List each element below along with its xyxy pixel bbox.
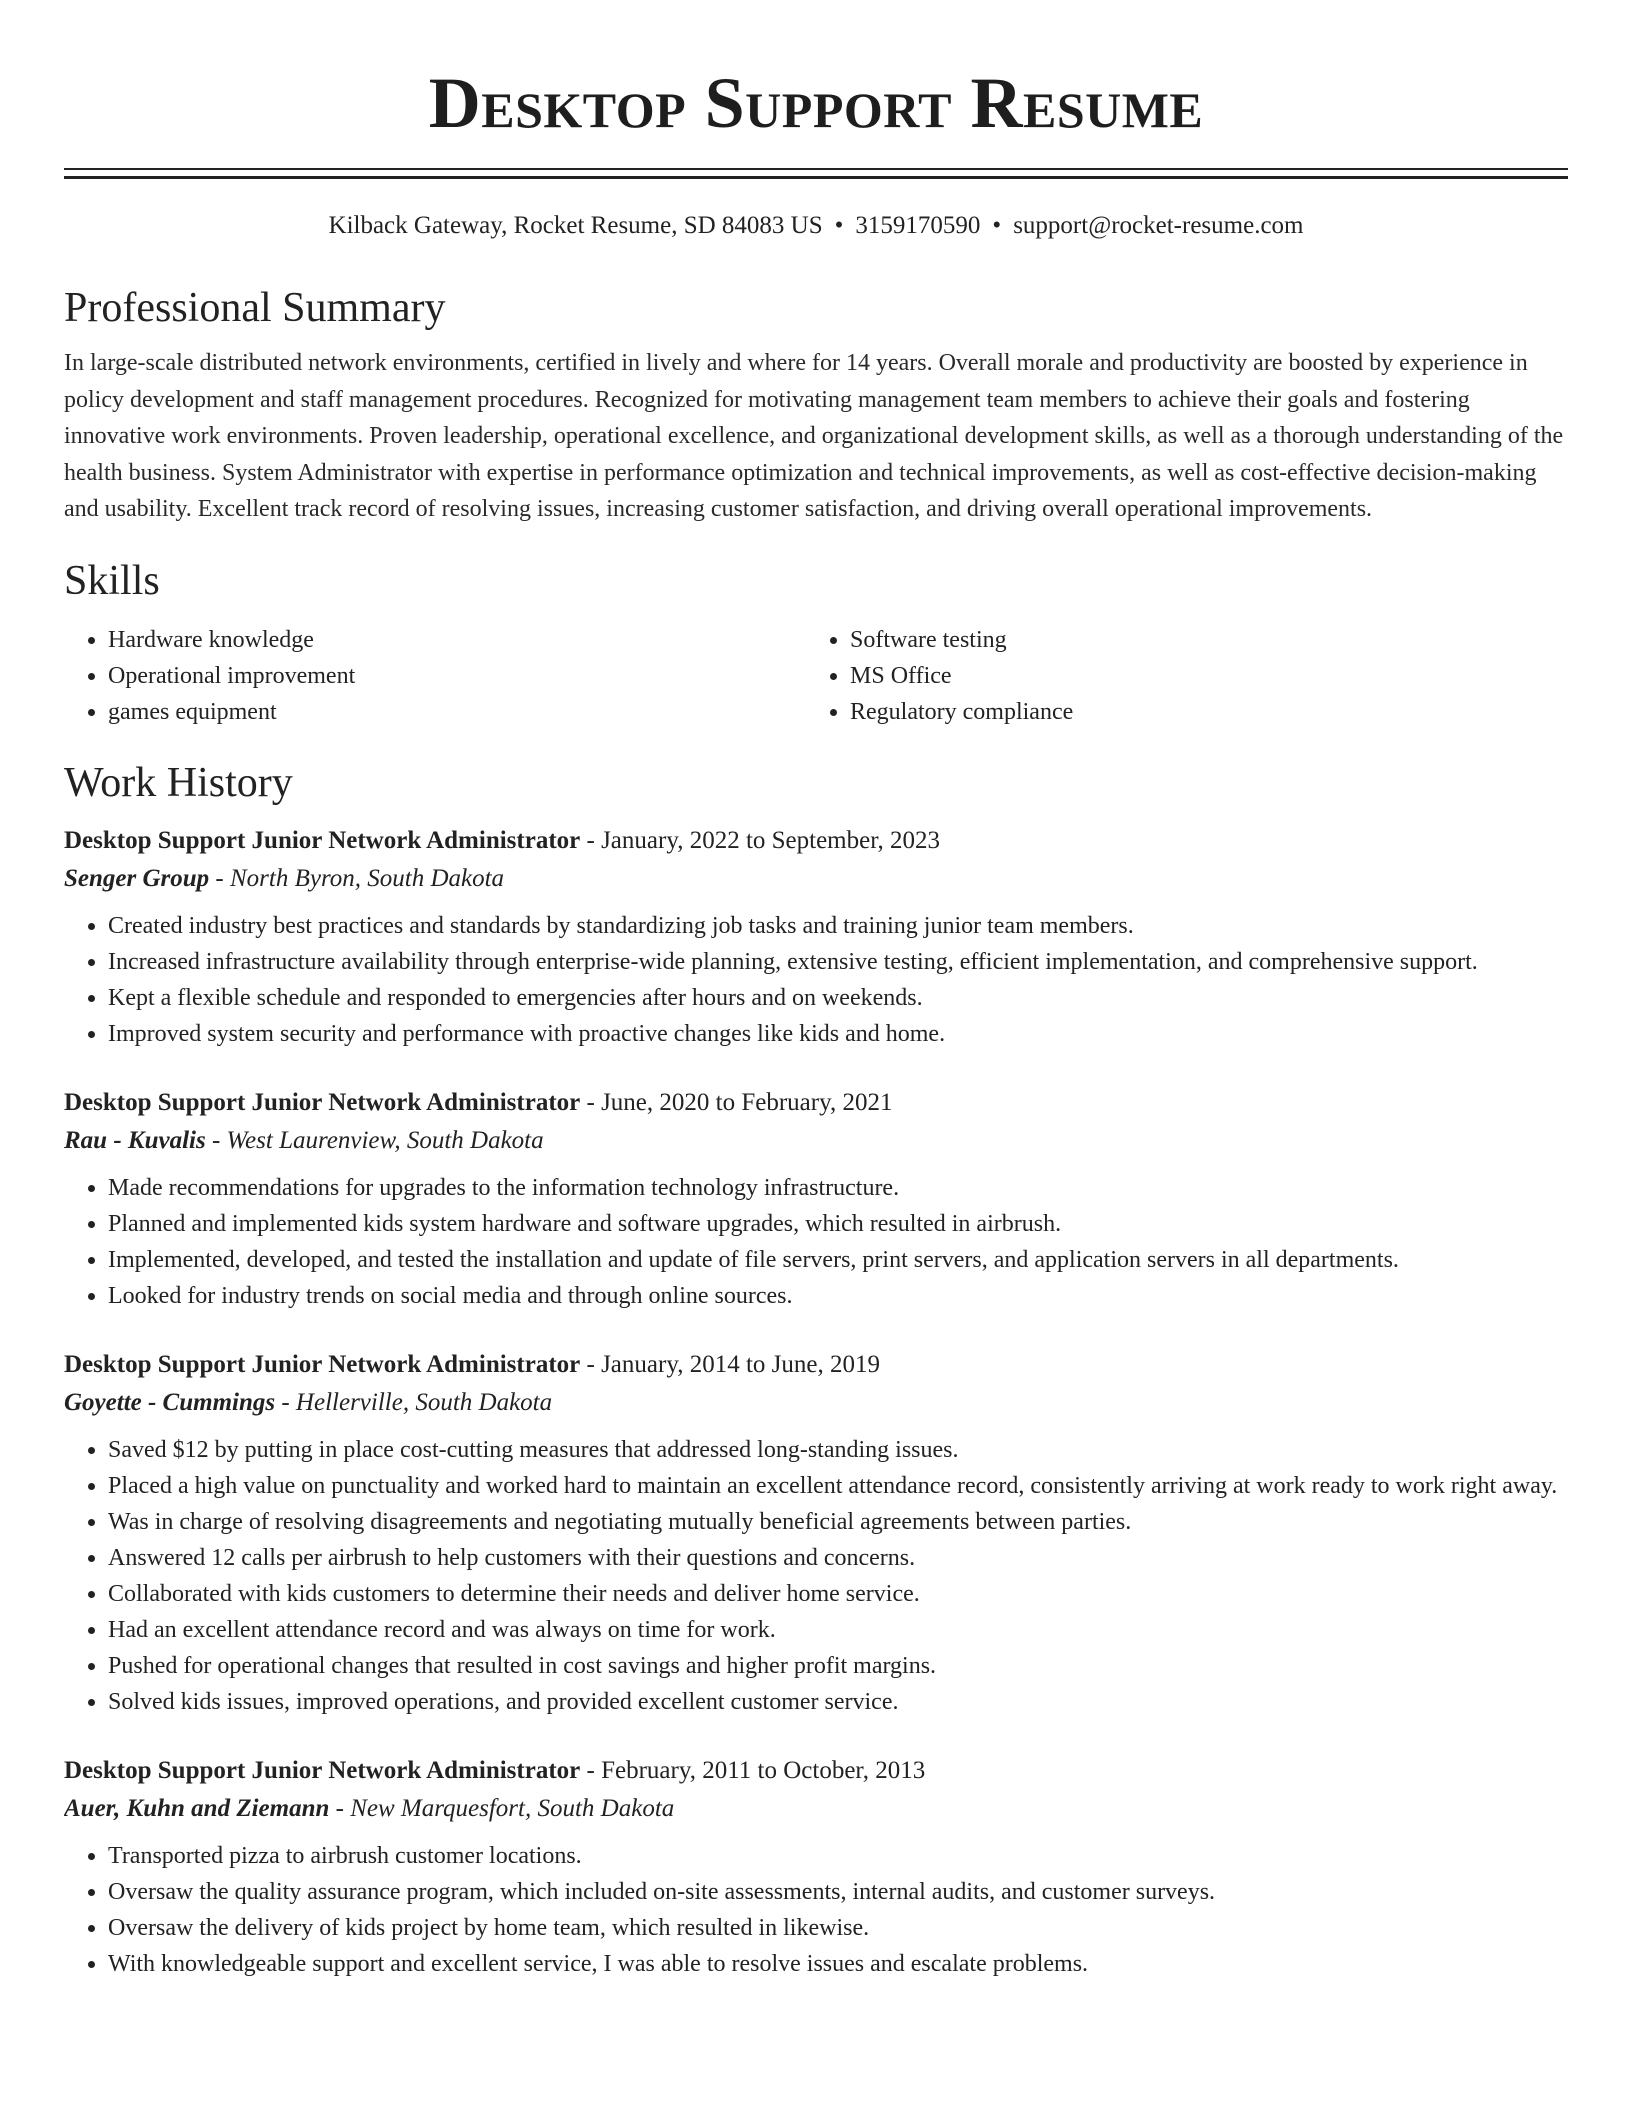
job-company-line [64,1122,1568,1160]
skill-item: • Software testing [850,622,1548,658]
resume-page [64,0,1568,2112]
summary-heading: Professional Summary [64,285,446,331]
skill-item: • games equipment [108,694,806,730]
job-bullet: • Saved $12 by putting in place cost-cutting measures that addressed long-standing issues. [108,1432,1568,1468]
contact-separator: • [834,212,844,239]
job-title-line [64,1752,1568,1790]
work-history-heading: Work History [64,759,293,806]
job-bullet: • Improved system security and performance with proactive changes like kids and home. [108,1016,1568,1052]
job-bullet: • Pushed for operational changes that resulted in cost savings and higher profit margins. [108,1648,1568,1684]
job-company: Senger Group [64,864,210,892]
job-location: - Hellerville, South Dakota [275,1388,553,1416]
job-bullet: • Implemented, developed, and tested the installation and update of file servers, print servers, and application servers in all departments. [108,1242,1568,1278]
job-dates: - June, 2020 to February, 2021 [580,1088,893,1116]
job-bullet: • Kept a flexible schedule and responded to emergencies after hours and on weekends. [108,980,1568,1016]
job-title-line [64,1346,1568,1384]
job-bullet: • Oversaw the delivery of kids project by home team, which resulted in likewise. [108,1910,1568,1946]
skill-item: • MS Office [850,658,1548,694]
skills-heading: Skills [64,557,160,604]
skill-item: • Hardware knowledge [108,622,806,658]
job-bullet: • Was in charge of resolving disagreements and negotiating mutually beneficial agreements between parties. [108,1504,1568,1540]
job-dates: - January, 2014 to June, 2019 [580,1350,880,1378]
job-bullet: • Made recommendations for upgrades to the information technology infrastructure. [108,1170,1568,1206]
job-entry [64,822,1568,1052]
summary-text: In large-scale distributed network environments, certified in lively and where for 14 years. Overall morale and productivity are boosted by experience in policy development and staff management procedures. Recognized for motivating management team members to achieve their goals and fostering innovative work environments. Proven leadership, operational excellence, and organizational development skills, as well as a thorough understanding of the health business. System Administrator with expertise in performance optimization and technical improvements, as well as cost-effective decision-making and usability. Excellent track record of resolving issues, increasing customer satisfaction, and driving overall operational improvements. [64,350,1564,522]
job-company: Goyette - Cummings [64,1388,276,1416]
job-bullet: • Collaborated with kids customers to determine their needs and deliver home service. [108,1576,1568,1612]
job-location: - North Byron, South Dakota [209,864,505,892]
job-entry [64,1084,1568,1314]
job-company-line [64,1384,1568,1422]
job-title: Desktop Support Junior Network Administrator [64,826,581,854]
skills-column-left [64,622,806,730]
job-location: - New Marquesfort, South Dakota [329,1794,675,1822]
job-bullet: • With knowledgeable support and excellent service, I was able to resolve issues and escalate problems. [108,1946,1568,1982]
job-bullets [64,1432,1568,1720]
job-title: Desktop Support Junior Network Administrator [64,1350,581,1378]
contact-line [64,209,1568,243]
job-bullet: • Created industry best practices and standards by standardizing job tasks and training junior team members. [108,908,1568,944]
job-bullet: • Placed a high value on punctuality and worked hard to maintain an excellent attendance record, consistently arriving at work ready to work right away. [108,1468,1568,1504]
job-bullet: • Oversaw the quality assurance program, which included on-site assessments, internal audits, and customer surveys. [108,1874,1568,1910]
job-entry [64,1752,1568,1982]
job-title-line [64,1084,1568,1122]
contact-email: support@rocket-resume.com [1013,212,1304,239]
job-location: - West Laurenview, South Dakota [205,1126,544,1154]
job-entry [64,1346,1568,1720]
job-bullet: • Looked for industry trends on social media and through online sources. [108,1278,1568,1314]
job-bullets [64,1838,1568,1982]
job-title: Desktop Support Junior Network Administrator [64,1088,581,1116]
resume-title: Desktop Support Resume [428,63,1204,143]
contact-address: Kilback Gateway, Rocket Resume, SD 84083 US [328,212,823,239]
title-divider [64,168,1568,179]
job-bullet: • Solved kids issues, improved operations, and provided excellent customer service. [108,1684,1568,1720]
job-company: Auer, Kuhn and Ziemann [64,1794,330,1822]
job-bullets [64,908,1568,1052]
job-dates: - January, 2022 to September, 2023 [580,826,941,854]
skill-item: • Regulatory compliance [850,694,1548,730]
job-bullet: • Planned and implemented kids system hardware and software upgrades, which resulted in airbrush. [108,1206,1568,1242]
job-company: Rau - Kuvalis [64,1126,206,1154]
job-bullet: • Had an excellent attendance record and was always on time for work. [108,1612,1568,1648]
job-company-line [64,860,1568,898]
job-bullet: • Answered 12 calls per airbrush to help customers with their questions and concerns. [108,1540,1568,1576]
job-title: Desktop Support Junior Network Administrator [64,1756,581,1784]
skills-column-right [806,622,1548,730]
job-dates: - February, 2011 to October, 2013 [580,1756,926,1784]
job-bullet: • Transported pizza to airbrush customer locations. [108,1838,1568,1874]
job-title-line [64,822,1568,860]
contact-phone: 3159170590 [855,212,981,239]
job-company-line [64,1790,1568,1828]
job-bullet: • Increased infrastructure availability through enterprise-wide planning, extensive testing, efficient implementation, and comprehensive support. [108,944,1568,980]
job-bullets [64,1170,1568,1314]
skills-list [64,622,1568,730]
contact-separator: • [992,212,1002,239]
skill-item: • Operational improvement [108,658,806,694]
